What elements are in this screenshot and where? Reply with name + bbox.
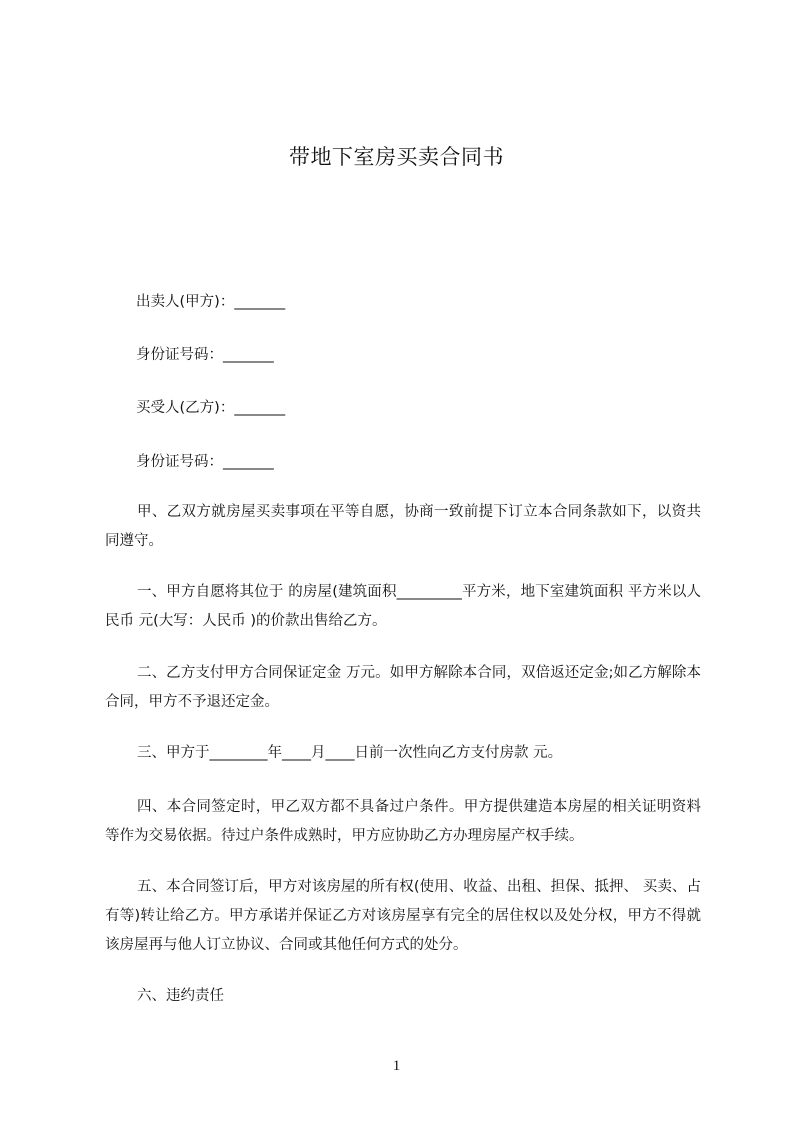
seller-id-label: 身份证号码：	[136, 347, 223, 363]
page-number: 1	[392, 1058, 401, 1074]
seller-label: 出卖人(甲方)：	[136, 294, 235, 310]
clause-3-paragraph: 三、甲方于________年____月____日前一次性向乙方支付房款 元。	[137, 745, 563, 761]
seller-id-blank: _______	[223, 347, 274, 363]
preamble-paragraph: 甲、乙双方就房屋买卖事项在平等自愿，协商一致前提下订立本合同条款如下，以资共同遵守。	[105, 504, 701, 549]
buyer-blank: _______	[234, 400, 286, 416]
clause-6-heading: 六、违约责任	[137, 988, 224, 1004]
buyer-id-blank: _______	[223, 454, 274, 470]
clause-5-paragraph: 五、本合同签订后，甲方对该房屋的所有权(使用、收益、出租、担保、抵押、 买卖、占有等)转让给乙方。甲方承诺并保证乙方对该房屋享有完全的居住权以及处分权，甲方不得就该房屋再与他人订立协议、合同或其他任何方式的处分。	[105, 879, 701, 953]
buyer-id-field	[136, 452, 274, 472]
buyer-id-label: 身份证号码：	[136, 454, 223, 470]
seller-id-field	[136, 345, 274, 365]
clause-1-paragraph: 一、甲方自愿将其位于 的房屋(建筑面积_________平方米，地下室建筑面积 平方米以人民币 元(大写：人民币 )的价款出售给乙方。	[105, 584, 701, 629]
buyer-field	[136, 398, 285, 418]
document-title: 带地下室房买卖合同书	[289, 145, 504, 169]
seller-field	[136, 292, 285, 312]
seller-blank: _______	[234, 294, 286, 310]
clause-2-paragraph: 二、乙方支付甲方合同保证定金 万元。如甲方解除本合同，双倍返还定金;如乙方解除本合同，甲方不予退还定金。	[105, 665, 701, 710]
buyer-label: 买受人(乙方)：	[136, 400, 235, 416]
clause-4-paragraph: 四、本合同签定时，甲乙双方都不具备过户条件。甲方提供建造本房屋的相关证明资料等作为交易依据。待过户条件成熟时，甲方应协助乙方办理房屋产权手续。	[105, 799, 701, 844]
